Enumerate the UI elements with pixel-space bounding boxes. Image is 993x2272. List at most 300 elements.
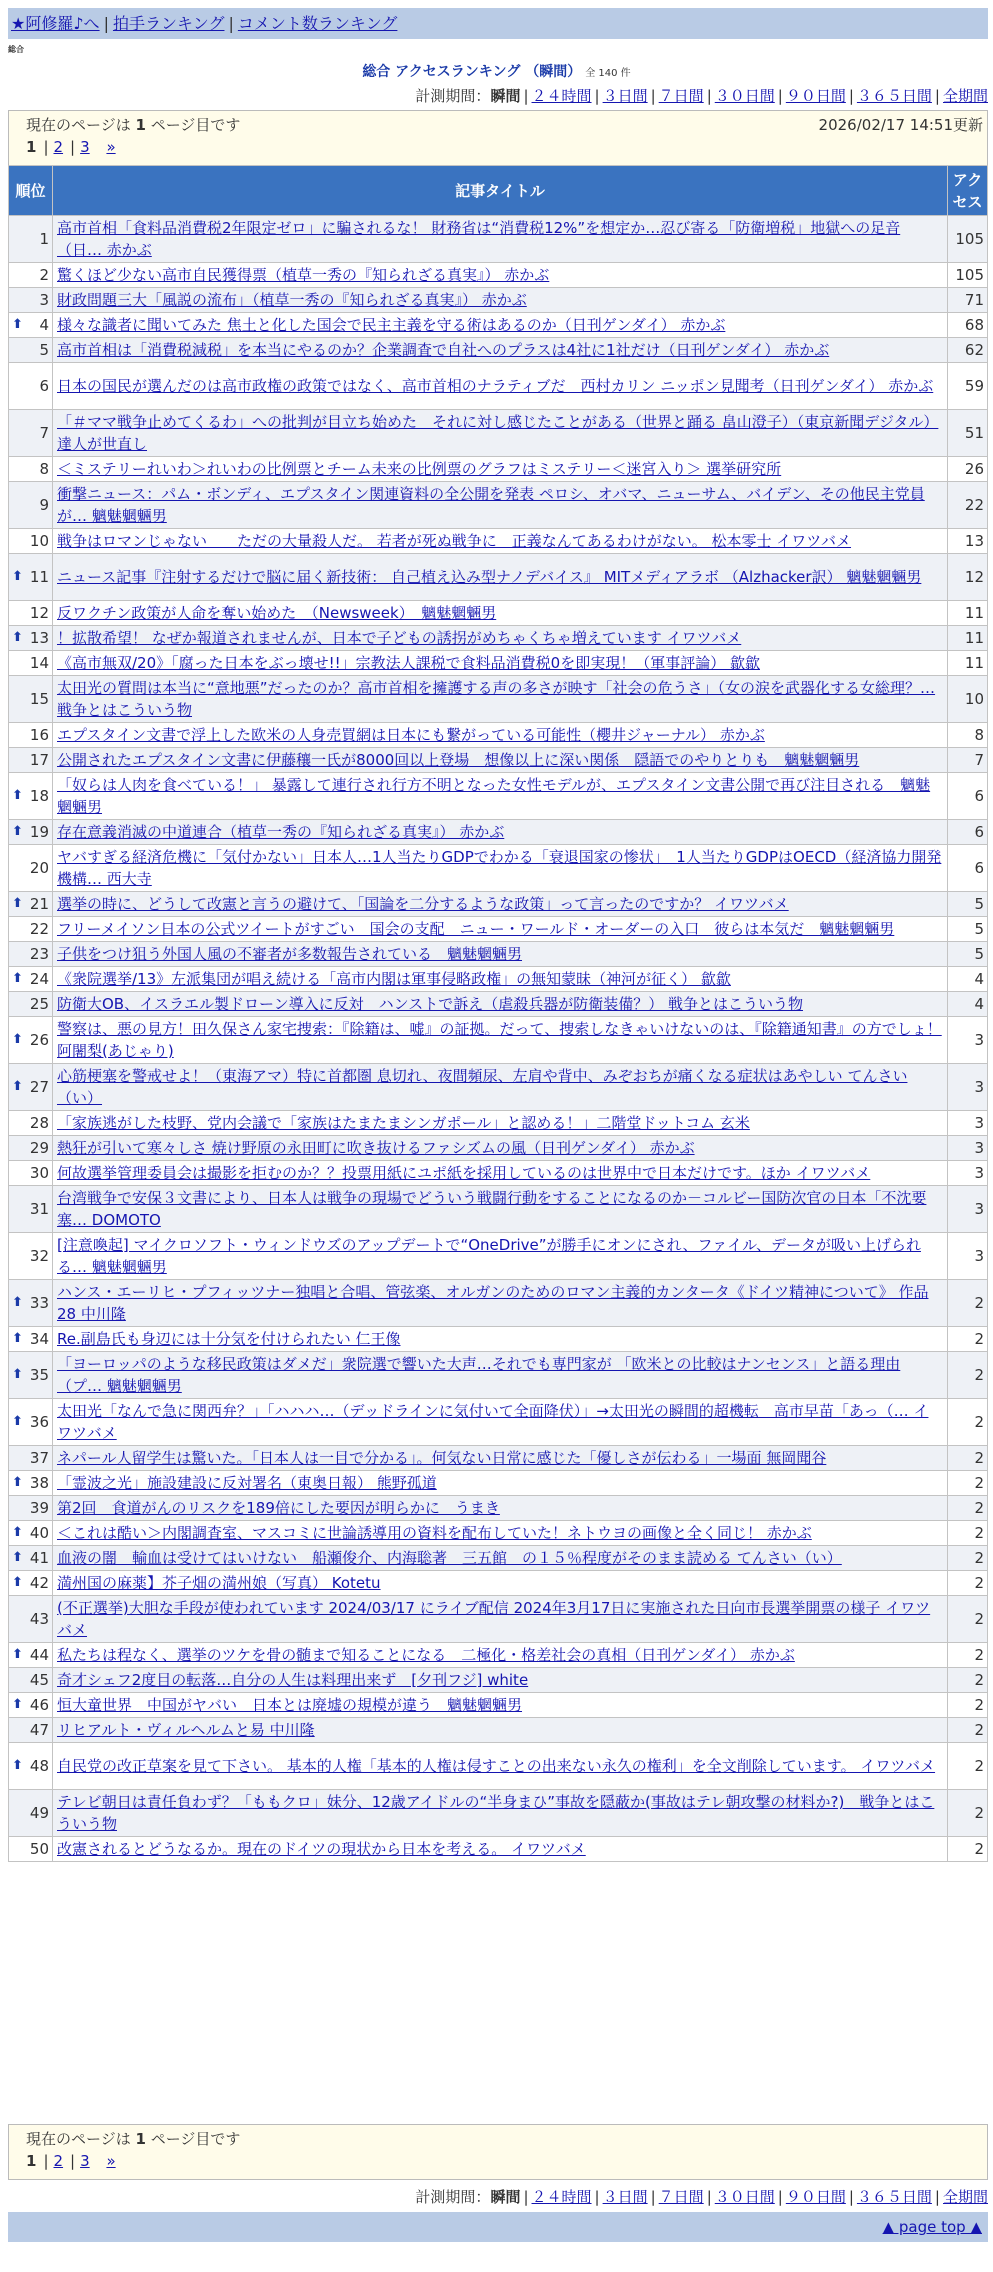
access-count: 12	[948, 554, 988, 601]
table-row	[9, 1790, 988, 1837]
table-row	[9, 1446, 988, 1471]
next-page-link[interactable]: »	[106, 2152, 116, 2170]
period-link[interactable]: ３０日間	[714, 87, 775, 105]
rank-number: 27	[29, 1078, 49, 1096]
up-arrow-icon: ⬆	[12, 1758, 23, 1773]
period-separator: |	[848, 2188, 854, 2206]
up-arrow-icon: ⬆	[12, 1079, 23, 1094]
page-status-suffix: ページ目です	[150, 2130, 241, 2148]
rank-cell	[9, 1111, 53, 1136]
up-arrow-icon: ⬆	[12, 824, 23, 839]
rank-cell	[9, 482, 53, 529]
article-link[interactable]: 何故選挙管理委員会は撮影を拒むのか？？投票用紙にユポ紙を採用しているのは世界中で日本だけです。ほか イワツバメ	[57, 1164, 871, 1182]
period-current: 瞬間	[490, 2188, 521, 2206]
rank-number: 24	[29, 970, 49, 988]
rank-number: 15	[29, 690, 49, 708]
title-cell	[53, 601, 948, 626]
period-link[interactable]: ２４時間	[531, 2188, 592, 2206]
clap-ranking-link[interactable]: 拍手ランキング	[112, 14, 225, 33]
access-count: 13	[948, 529, 988, 554]
title-cell	[53, 482, 948, 529]
article-link[interactable]: 存在意義消滅の中道連合（植草一秀の『知られざる真実』） 赤かぶ	[57, 823, 505, 841]
rank-number: 35	[29, 1366, 49, 1384]
title-cell	[53, 1352, 948, 1399]
rank-number: 31	[29, 1200, 49, 1218]
title-cell	[53, 845, 948, 892]
up-arrow-icon: ⬆	[12, 1295, 23, 1310]
title-cell	[53, 1571, 948, 1596]
table-row	[9, 845, 988, 892]
title-cell	[53, 1693, 948, 1718]
article-link[interactable]: 《高市無双/20》「腐った日本をぶっ壊せ!!」宗教法人課税で食料品消費税0を即実現！（軍事評論） 歙歙	[57, 654, 760, 672]
page-link[interactable]: 2	[53, 2152, 64, 2170]
title-cell	[53, 410, 948, 457]
period-link[interactable]: ３６５日間	[856, 2188, 932, 2206]
article-link[interactable]: ニュース記事『注射するだけで脳に届く新技術： 自己植え込み型ナノデバイス』 MITメディアラボ （Alzhacker訳） 魑魅魍魎男	[57, 568, 922, 586]
rank-cell	[9, 554, 53, 601]
rank-cell	[9, 363, 53, 410]
access-count: 2	[948, 1790, 988, 1837]
title-cell	[53, 1064, 948, 1111]
rank-number: 34	[29, 1330, 49, 1348]
table-row	[9, 676, 988, 723]
access-count: 2	[948, 1596, 988, 1643]
article-link[interactable]: 熱狂が引いて寒々しさ 焼け野原の永田町に吹き抜けるファシズムの風（日刊ゲンダイ） 赤かぶ	[57, 1139, 695, 1157]
ranking-title-block	[0, 63, 993, 83]
table-row	[9, 313, 988, 338]
article-link[interactable]: リヒアルト・ヴィルヘルムと易 中川隆	[57, 1721, 315, 1739]
access-count: 3	[948, 1161, 988, 1186]
page-link[interactable]: 2	[53, 138, 64, 156]
article-link[interactable]: [注意喚起] マイクロソフト・ウィンドウズのアップデートで“OneDrive”が勝手にオンにされ、ファイル、データが吸い上げられる… 魑魅魍魎男	[57, 1236, 921, 1276]
article-link[interactable]: ハンス・エーリヒ・プフィッツナー独唱と合唱、管弦楽、オルガンのためのロマン主義的カンタータ《ドイツ精神について》 作品28 中川隆	[57, 1283, 929, 1323]
table-row	[9, 1718, 988, 1743]
rank-cell	[9, 1161, 53, 1186]
up-arrow-icon: ⬆	[12, 1525, 23, 1540]
access-count: 4	[948, 992, 988, 1017]
rank-cell	[9, 1327, 53, 1352]
title-cell	[53, 1280, 948, 1327]
rank-number: 23	[29, 945, 49, 963]
top-nav	[8, 8, 988, 39]
article-link[interactable]: ネパール人留学生は驚いた。「日本人は一目で分かる」。何気ない日常に感じた「優しさが伝わる」一場面 無岡聞谷	[57, 1449, 827, 1467]
article-link[interactable]: 「霊波之光」施設建設に反対署名（東奥日報） 熊野孤道	[57, 1474, 437, 1492]
rank-cell	[9, 1280, 53, 1327]
period-link[interactable]: ３０日間	[714, 2188, 775, 2206]
rank-number: 16	[29, 726, 49, 744]
access-count: 2	[948, 1521, 988, 1546]
period-separator: |	[777, 87, 783, 105]
rank-cell	[9, 967, 53, 992]
access-count: 2	[948, 1643, 988, 1668]
rank-cell	[9, 313, 53, 338]
rank-number: 45	[29, 1671, 49, 1689]
access-count: 6	[948, 845, 988, 892]
access-count: 105	[948, 216, 988, 263]
page-link[interactable]: 3	[80, 2152, 90, 2170]
article-link[interactable]: 血液の闇 輸血は受けてはいけない 船瀬俊介、内海聡著 三五館 の１５％程度がそのまま読める てんさい（い）	[57, 1549, 842, 1567]
period-link[interactable]: ３日間	[602, 2188, 648, 2206]
period-link[interactable]: ９０日間	[785, 2188, 846, 2206]
article-link[interactable]: ＜これは酷い＞内閣調査室、マスコミに世論誘導用の資料を配布していた！ネトウヨの画像と全く同じ！ 赤かぶ	[57, 1524, 812, 1542]
access-count: 3	[948, 1064, 988, 1111]
period-label: 計測期間：	[415, 2188, 491, 2206]
pager-top	[8, 110, 988, 166]
table-row	[9, 288, 988, 313]
table-row	[9, 1693, 988, 1718]
table-row	[9, 1064, 988, 1111]
table-row	[9, 216, 988, 263]
article-link[interactable]: 様々な識者に聞いてみた 焦土と化した国会で民主主義を守る術はあるのか（日刊ゲンダイ） 赤かぶ	[57, 316, 726, 334]
title-cell	[53, 1718, 948, 1743]
article-link[interactable]: 防衛大OB、イスラエル製ドローン導入に反対 ハンストで訴え（虐殺兵器が防衛装備？） 戦争とはこういう物	[57, 995, 803, 1013]
table-row	[9, 410, 988, 457]
period-link[interactable]: 全期間	[942, 2188, 988, 2206]
access-count: 3	[948, 1136, 988, 1161]
rank-cell	[9, 820, 53, 845]
article-link[interactable]: 高市首相「食料品消費税2年限定ゼロ」に騙されるな！ 財務省は“消費税12%”を想定か…忍び寄る「防衛増税」地獄への足音（日… 赤かぶ	[57, 219, 901, 259]
title-cell	[53, 1136, 948, 1161]
access-count: 3	[948, 1017, 988, 1064]
rank-cell	[9, 1790, 53, 1837]
access-count: 62	[948, 338, 988, 363]
access-count: 2	[948, 1718, 988, 1743]
article-link[interactable]: 選挙の時に、どうして改憲と言うの避けて、「国論を二分するような政策」って言ったのですか？ イワツバメ	[57, 895, 789, 913]
rank-cell	[9, 216, 53, 263]
page-separator	[97, 138, 102, 156]
page-separator: |	[43, 2152, 49, 2170]
period-separator: |	[594, 87, 600, 105]
up-arrow-icon: ⬆	[12, 1697, 23, 1712]
rank-cell	[9, 748, 53, 773]
title-cell	[53, 917, 948, 942]
table-row	[9, 1136, 988, 1161]
rank-cell	[9, 410, 53, 457]
title-cell	[53, 216, 948, 263]
table-row	[9, 1327, 988, 1352]
title-cell	[53, 723, 948, 748]
rank-number: 42	[29, 1574, 49, 1592]
title-cell	[53, 820, 948, 845]
article-link[interactable]: 恒大童世界 中国がヤバい 日本とは廃墟の規模が違う 魑魅魍魎男	[57, 1696, 523, 1714]
rank-cell	[9, 529, 53, 554]
article-link[interactable]: 反ワクチン政策が人命を奪い始めた （Newsweek） 魑魅魍魎男	[57, 604, 497, 622]
access-count: 5	[948, 917, 988, 942]
rank-cell	[9, 1352, 53, 1399]
table-header-row	[9, 166, 988, 216]
rank-number: 32	[29, 1247, 49, 1265]
access-count: 2	[948, 1837, 988, 1862]
ranking-body	[9, 216, 988, 1862]
access-column-header: アクセス	[948, 166, 988, 216]
access-count: 26	[948, 457, 988, 482]
title-cell	[53, 363, 948, 410]
rank-number: 22	[29, 920, 49, 938]
up-arrow-icon: ⬆	[12, 788, 23, 803]
article-link[interactable]: 「＃ママ戦争止めてくるわ」への批判が目立ち始めた それに対し感じたことがある（世界と踊る 畠山澄子）（東京新聞デジタル） 達人が世直し	[57, 413, 939, 453]
access-count: 2	[948, 1571, 988, 1596]
period-separator: |	[650, 87, 656, 105]
article-link[interactable]: 自民党の改正草案を見て下さい。 基本的人権「基本的人権は侵すことの出来ない永久の権利」を全文削除しています。 イワツバメ	[57, 1757, 936, 1775]
period-link[interactable]: ２４時間	[531, 87, 592, 105]
table-row	[9, 626, 988, 651]
period-separator: |	[777, 2188, 783, 2206]
page-separator	[97, 2152, 102, 2170]
access-count: 4	[948, 967, 988, 992]
period-link[interactable]: ９０日間	[785, 87, 846, 105]
rank-number: 36	[29, 1413, 49, 1431]
comment-ranking-link[interactable]: コメント数ランキング	[237, 14, 398, 33]
rank-number: 25	[29, 995, 49, 1013]
article-link[interactable]: 満州国の麻薬】芥子畑の満州娘（写真） Kotetu	[57, 1574, 381, 1592]
article-link[interactable]: 子供をつけ狙う外国人風の不審者が多数報告されている 魑魅魍魎男	[57, 945, 523, 963]
access-count: 11	[948, 626, 988, 651]
rank-cell	[9, 1446, 53, 1471]
rank-cell	[9, 1233, 53, 1280]
article-link[interactable]: 「家族逃がした枝野、党内会議で「家族はたまたまシンガポール」と認める！」二階堂ドットコム 玄米	[57, 1114, 750, 1132]
title-cell	[53, 529, 948, 554]
table-row	[9, 482, 988, 529]
nav-separator: |	[103, 14, 109, 33]
ranking-count: 全 140 件	[585, 68, 631, 79]
rank-number: 30	[29, 1164, 49, 1182]
title-cell	[53, 967, 948, 992]
updated-timestamp: 2026/02/17 14:51更新	[818, 116, 983, 134]
article-link[interactable]: 驚くほど少ない高市自民獲得票（植草一秀の『知られざる真実』） 赤かぶ	[57, 266, 550, 284]
access-count: 2	[948, 1446, 988, 1471]
title-cell	[53, 313, 948, 338]
rank-cell	[9, 1399, 53, 1446]
rank-number: 11	[29, 568, 49, 586]
rank-cell	[9, 773, 53, 820]
title-cell	[53, 748, 948, 773]
page-separator: |	[70, 138, 76, 156]
rank-number: 33	[29, 1294, 49, 1312]
table-row	[9, 1546, 988, 1571]
rank-cell	[9, 1693, 53, 1718]
title-cell	[53, 1837, 948, 1862]
rank-number: 2	[39, 266, 49, 284]
table-row	[9, 892, 988, 917]
rank-number: 10	[29, 532, 49, 550]
title-cell	[53, 1111, 948, 1136]
article-link[interactable]: 公開されたエプスタイン文書に伊藤穰一氏が8000回以上登場 想像以上に深い関係 隠語でのやりとりも 魑魅魍魎男	[57, 751, 860, 769]
up-arrow-icon: ⬆	[12, 896, 23, 911]
rank-number: 21	[29, 895, 49, 913]
current-page-number: 1	[135, 2130, 146, 2148]
page-status-prefix: 現在のページは	[26, 2130, 131, 2148]
access-count: 68	[948, 313, 988, 338]
table-row	[9, 1571, 988, 1596]
rank-number: 1	[39, 230, 49, 248]
rank-number: 8	[39, 460, 49, 478]
up-arrow-icon: ⬆	[12, 1647, 23, 1662]
page-top-link[interactable]: ▲ page top ▲	[882, 2218, 982, 2236]
article-link[interactable]: 警察は、悪の見方！田久保さん家宅捜索：『除籍は、嘘』の証拠。だって、捜索しなきゃいけないのは、『除籍通知書』の方でしょ！ 阿闍梨(あじゃり)	[57, 1020, 942, 1060]
article-link[interactable]: 私たちは程なく、選挙のツケを骨の髄まで知ることになる 二極化・格差社会の真相（日刊ゲンダイ） 赤かぶ	[57, 1646, 795, 1664]
rank-cell	[9, 1496, 53, 1521]
access-count: 2	[948, 1327, 988, 1352]
rank-cell	[9, 676, 53, 723]
article-link[interactable]: テレビ朝日は責任負わず？「ももクロ」妹分、12歳アイドルの“半身まひ”事故を隠蔽か(事故はテレ朝攻撃の材料か?) 戦争とはこういう物	[57, 1793, 935, 1833]
period-label: 計測期間：	[415, 87, 491, 105]
rank-number: 26	[29, 1031, 49, 1049]
article-link[interactable]: Re.副島氏も身辺には十分気を付けられたい 仁王像	[57, 1330, 401, 1348]
rank-cell	[9, 1064, 53, 1111]
period-link[interactable]: ３日間	[602, 87, 648, 105]
title-cell	[53, 288, 948, 313]
home-link[interactable]: ★阿修羅♪へ	[11, 14, 100, 33]
table-row	[9, 338, 988, 363]
title-cell	[53, 1496, 948, 1521]
access-count: 3	[948, 1233, 988, 1280]
rank-number: 13	[29, 629, 49, 647]
title-cell	[53, 651, 948, 676]
rank-number: 6	[39, 377, 49, 395]
rank-cell	[9, 892, 53, 917]
rank-number: 49	[29, 1804, 49, 1822]
up-arrow-icon: ⬆	[12, 630, 23, 645]
title-cell	[53, 1668, 948, 1693]
article-link[interactable]: (不正選挙)大胆な手段が使われています 2024/03/17 にライブ配信 2024年3月17日に実施された日向市長選挙開票の様子 イワツバメ	[57, 1599, 931, 1639]
period-link[interactable]: ３６５日間	[856, 87, 932, 105]
article-link[interactable]: ＜ミステリーれいわ＞れいわの比例票とチーム未来の比例票のグラフはミステリー＜迷宮入り＞ 選挙研究所	[57, 460, 782, 478]
article-link[interactable]: 太田光の質問は本当に“意地悪”だったのか？高市首相を擁護する声の多さが映す「社会の危うさ」（女の涙を武器化する女総理？… 戦争とはこういう物	[57, 679, 936, 719]
article-link[interactable]: 太田光「なんで急に関西弁？」「ハハハ…（デッドラインに気付いて全面降伏）」→太田光の瞬間的超機転 高市早苗「あっ（… イワツバメ	[57, 1402, 929, 1442]
period-separator: |	[848, 87, 854, 105]
up-arrow-icon: ⬆	[12, 569, 23, 584]
rank-cell	[9, 1718, 53, 1743]
page-links	[26, 2150, 987, 2172]
title-cell	[53, 676, 948, 723]
table-row	[9, 263, 988, 288]
article-link[interactable]: 「ヨーロッパのような移民政策はダメだ」衆院選で響いた大声…それでも専門家が 「欧米との比較はナンセンス」と語る理由（プ… 魑魅魍魎男	[57, 1355, 901, 1395]
access-count: 6	[948, 773, 988, 820]
table-row	[9, 1233, 988, 1280]
title-cell	[53, 1186, 948, 1233]
rank-cell	[9, 1837, 53, 1862]
table-row	[9, 1496, 988, 1521]
rank-cell	[9, 626, 53, 651]
access-count: 11	[948, 601, 988, 626]
article-link[interactable]: 衝撃ニュース：パム・ボンディ、エプスタイン関連資料の全公開を発表 ペロシ、オバマ、ニューサム、バイデン、その他民主党員が… 魑魅魍魎男	[57, 485, 925, 525]
access-count: 8	[948, 723, 988, 748]
rank-cell	[9, 845, 53, 892]
period-link[interactable]: ７日間	[658, 87, 704, 105]
access-count: 22	[948, 482, 988, 529]
table-row	[9, 457, 988, 482]
article-link[interactable]: エプスタイン文書で浮上した欧米の人身売買網は日本にも繋がっている可能性（櫻井ジャーナル） 赤かぶ	[57, 726, 765, 744]
article-link[interactable]: 第2回 食道がんのリスクを189倍にした要因が明らかに うまき	[57, 1499, 500, 1517]
up-arrow-icon: ⬆	[12, 971, 23, 986]
title-cell	[53, 1546, 948, 1571]
up-arrow-icon: ⬆	[12, 1550, 23, 1565]
access-count: 51	[948, 410, 988, 457]
title-cell	[53, 1233, 948, 1280]
article-link[interactable]: 日本の国民が選んだのは高市政権の政策ではなく、高市首相のナラティブだ 西村カリン ニッポン見聞考（日刊ゲンダイ） 赤かぶ	[57, 377, 934, 395]
table-row	[9, 601, 988, 626]
rank-cell	[9, 338, 53, 363]
rank-cell	[9, 723, 53, 748]
page-links	[26, 136, 987, 158]
table-row	[9, 1280, 988, 1327]
rank-number: 28	[29, 1114, 49, 1132]
table-row	[9, 1111, 988, 1136]
title-cell	[53, 1790, 948, 1837]
period-separator: |	[706, 87, 712, 105]
rank-number: 7	[39, 424, 49, 442]
rank-cell	[9, 1136, 53, 1161]
rank-cell	[9, 1571, 53, 1596]
table-row	[9, 917, 988, 942]
rank-number: 3	[39, 291, 49, 309]
category-label: 総合	[8, 45, 24, 54]
article-link[interactable]: 戦争はロマンじゃない ただの大量殺人だ。 若者が死ぬ戦争に 正義なんてあるわけがない。 松本零士 イワツバメ	[57, 532, 852, 550]
access-count: 2	[948, 1668, 988, 1693]
title-cell	[53, 1446, 948, 1471]
table-row	[9, 992, 988, 1017]
table-row	[9, 1643, 988, 1668]
title-cell	[53, 1743, 948, 1790]
article-link[interactable]: 台湾戦争で安保３文書により、日本人は戦争の現場でどういう戦闘行動をすることになるのか－コルビー国防次官の日本「不沈要塞… DOMOTO	[57, 1189, 927, 1229]
table-row	[9, 1471, 988, 1496]
rank-number: 38	[29, 1474, 49, 1492]
article-link[interactable]: フリーメイソン日本の公式ツイートがすごい 国会の支配 ニュー・ワールド・オーダーの入口 彼らは本気だ 魑魅魍魎男	[57, 920, 895, 938]
period-link[interactable]: 全期間	[942, 87, 988, 105]
title-cell	[53, 1471, 948, 1496]
table-row	[9, 1017, 988, 1064]
article-link[interactable]: 《衆院選挙/13》左派集団が唱え続ける「高市内閣は軍事侵略政権」の無知蒙昧（神河が征く） 歙歙	[57, 970, 731, 988]
nav-separator: |	[228, 14, 234, 33]
rank-cell	[9, 1546, 53, 1571]
article-link[interactable]: ヤバすぎる経済危機に「気付かない」日本人…1人当たりGDPでわかる「衰退国家の惨状」 1人当たりGDPはOECD（経済協力開発機構… 西大寺	[57, 848, 942, 888]
title-column-header: 記事タイトル	[53, 166, 948, 216]
rank-cell	[9, 601, 53, 626]
pager-bottom	[8, 2124, 988, 2180]
page-status-suffix: ページ目です	[150, 116, 241, 134]
table-row	[9, 651, 988, 676]
table-row	[9, 1352, 988, 1399]
title-cell	[53, 1161, 948, 1186]
rank-cell	[9, 1596, 53, 1643]
period-separator: |	[934, 87, 940, 105]
rank-cell	[9, 942, 53, 967]
period-separator: |	[523, 2188, 529, 2206]
article-link[interactable]: ！拡散希望！ なぜか報道されませんが、日本で子どもの誘拐がめちゃくちゃ増えています イワツバメ	[57, 629, 742, 647]
title-cell	[53, 1596, 948, 1643]
rank-number: 50	[29, 1840, 49, 1858]
rank-cell	[9, 1668, 53, 1693]
article-link[interactable]: 改憲されるとどうなるか。現在のドイツの現状から日本を考える。 イワツバメ	[57, 1840, 586, 1858]
article-link[interactable]: 心筋梗塞を警戒せよ！（東海アマ）特に首都圏 息切れ、夜間頻尿、左肩や背中、みぞおちが痛くなる症状はあやしい てんさい（い）	[57, 1067, 908, 1107]
period-separator: |	[650, 2188, 656, 2206]
article-link[interactable]: 高市首相は「消費税減税」を本当にやるのか？企業調査で自社へのプラスは4社に1社だけ（日刊ゲンダイ） 赤かぶ	[57, 341, 830, 359]
up-arrow-icon: ⬆	[12, 1367, 23, 1382]
rank-number: 14	[29, 654, 49, 672]
page-separator: |	[70, 2152, 76, 2170]
next-page-link[interactable]: »	[106, 138, 116, 156]
access-count: 2	[948, 1471, 988, 1496]
rank-number: 46	[29, 1696, 49, 1714]
article-link[interactable]: 財政問題三大「風説の流布」（植草一秀の『知られざる真実』） 赤かぶ	[57, 291, 527, 309]
period-link[interactable]: ７日間	[658, 2188, 704, 2206]
period-separator: |	[706, 2188, 712, 2206]
article-link[interactable]: 奇才シェフ2度目の転落…自分の人生は料理出来ず [夕刊フジ] white	[57, 1671, 529, 1689]
article-link[interactable]: 「奴らは人肉を食べている！」 暴露して連行され行方不明となった女性モデルが、エプスタイン文書公開で再び注目される 魑魅魍魎男	[57, 776, 931, 816]
rank-cell	[9, 1521, 53, 1546]
title-cell	[53, 773, 948, 820]
page-link[interactable]: 3	[80, 138, 90, 156]
